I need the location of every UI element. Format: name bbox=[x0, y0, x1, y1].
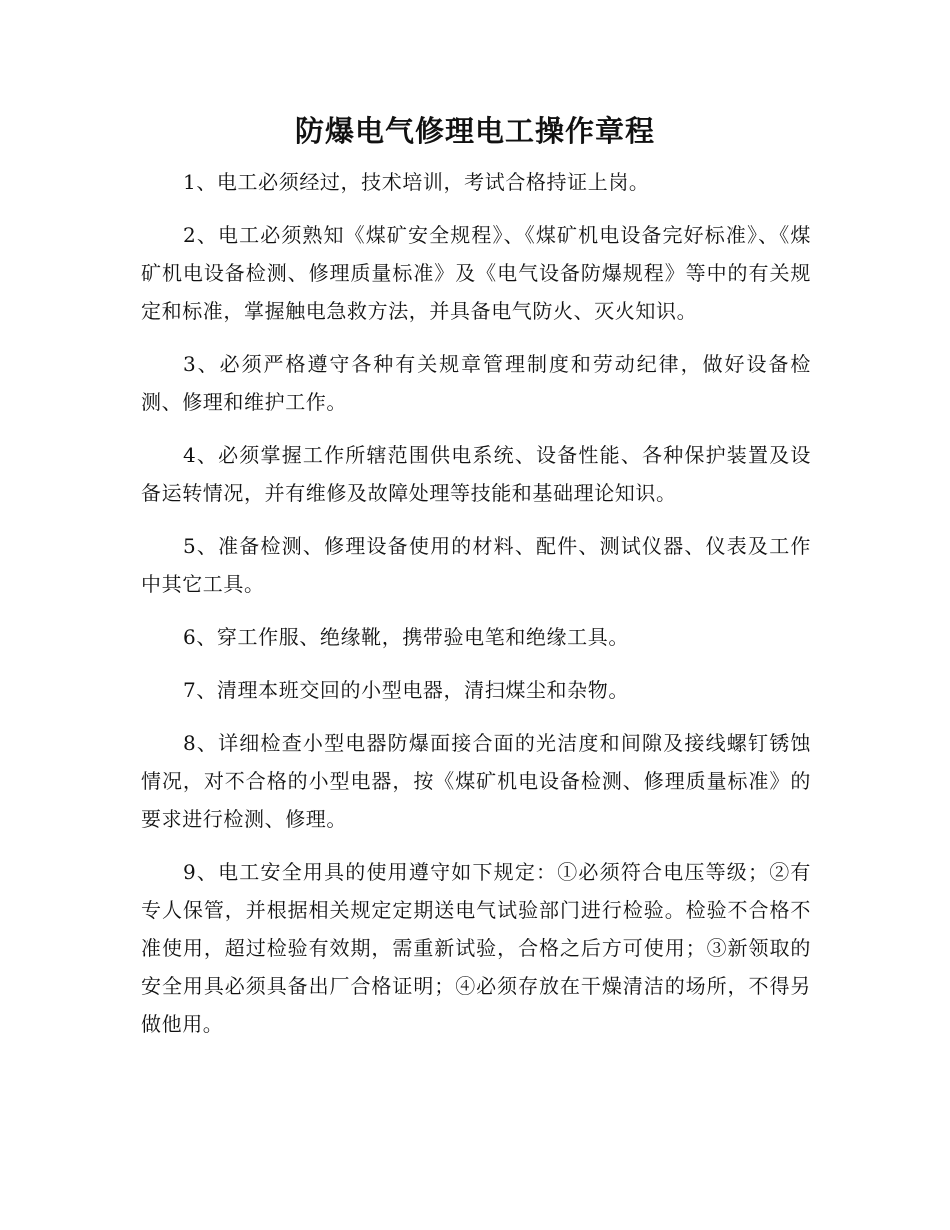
document-body bbox=[141, 163, 811, 1058]
document-title: 防爆电气修理电工操作章程 bbox=[294, 114, 655, 148]
paragraph-9: 9、电工安全用具的使用遵守如下规定：①必须符合电压等级；②有专人保管，并根据相关规定定期送电气试验部门进行检验。检验不合格不准使用，超过检验有效期，需重新试验，合格之后方可使用；③新领取的安全用具必须具备出厂合格证明；④必须存放在干燥清洁的场所，不得另做他用。 bbox=[141, 860, 811, 1036]
paragraph-5: 5、准备检测、修理设备使用的材料、配件、测试仪器、仪表及工作中其它工具。 bbox=[141, 534, 811, 596]
paragraph-8: 8、详细检查小型电器防爆面接合面的光洁度和间隙及接线螺钉锈蚀情况，对不合格的小型电器，按《煤矿机电设备检测、修理质量标准》的要求进行检测、修理。 bbox=[141, 731, 811, 831]
paragraph-6: 6、穿工作服、绝缘靴，携带验电笔和绝缘工具。 bbox=[183, 625, 629, 649]
paragraph-4: 4、必须掌握工作所辖范围供电系统、设备性能、各种保护装置及设备运转情况，并有维修及故障处理等技能和基础理论知识。 bbox=[141, 443, 811, 505]
paragraph-2: 2、电工必须熟知《煤矿安全规程》、《煤矿机电设备完好标准》、《煤矿机电设备检测、修理质量标准》及《电气设备防爆规程》等中的有关规定和标准，掌握触电急救方法，并具备电气防火、灭火知识。 bbox=[141, 223, 811, 323]
paragraph-3: 3、必须严格遵守各种有关规章管理制度和劳动纪律，做好设备检测、修理和维护工作。 bbox=[141, 352, 811, 414]
paragraph-1: 1、电工必须经过，技术培训，考试合格持证上岗。 bbox=[183, 170, 650, 194]
paragraph-7: 7、清理本班交回的小型电器，清扫煤尘和杂物。 bbox=[183, 678, 629, 702]
